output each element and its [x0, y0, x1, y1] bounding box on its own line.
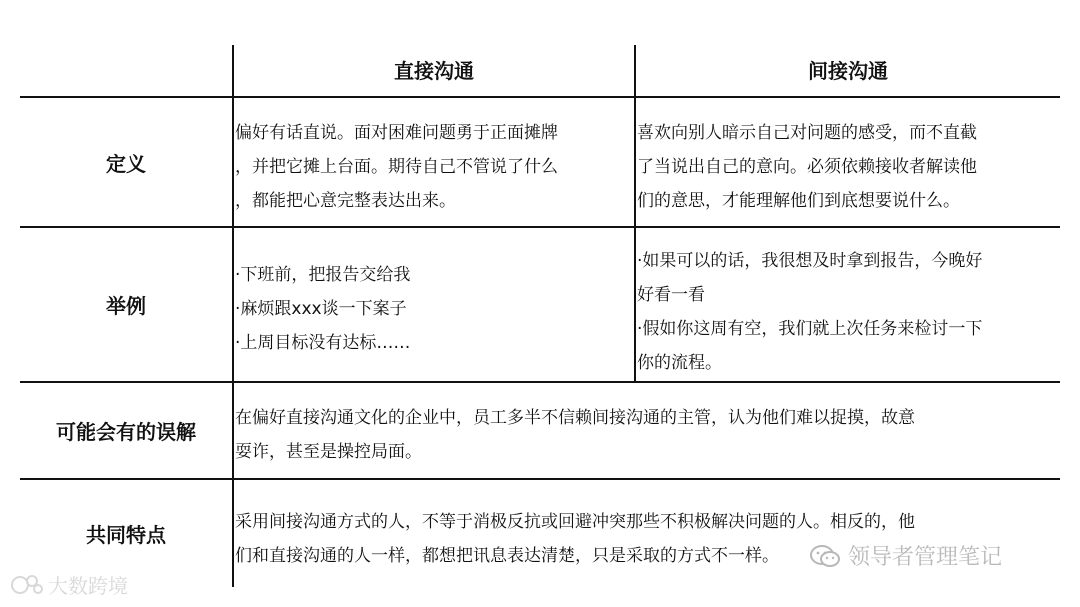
cell-line: 了当说出自己的意向。必须依赖接收者解读他 — [637, 157, 977, 177]
cell-example-indirect — [637, 244, 1057, 380]
row-label-definition: 定义 — [106, 151, 146, 176]
cell-example-direct — [235, 258, 633, 360]
cell-definition-indirect — [637, 116, 1057, 218]
watermark-left-text: 大数跨境 — [48, 574, 128, 598]
cell-line: 好看一看 — [637, 285, 705, 305]
cell-line: ·下班前，把报告交给我 — [235, 265, 411, 285]
cell-line: ，并把它摊上台面。期待自己不管说了什么 — [235, 157, 558, 177]
cell-line: 喜欢向别人暗示自己对问题的感受，而不直截 — [637, 123, 977, 143]
cell-line: ·如果可以的话，我很想及时拿到报告，今晚好 — [637, 251, 983, 271]
wechat-icon — [808, 542, 842, 570]
table-line-label-divider — [232, 45, 234, 587]
cell-line: 耍诈，甚至是操控局面。 — [235, 442, 422, 462]
cell-misunderstanding — [235, 401, 1057, 469]
row-label-example: 举例 — [106, 294, 146, 318]
header-direct-communication: 直接沟通 — [394, 59, 474, 83]
cell-line: 们和直接沟通的人一样，都想把讯息表达清楚，只是采取的方式不一样。 — [235, 546, 779, 566]
cell-line: ·上周目标没有达标…… — [235, 333, 411, 353]
brand-logo-icon — [10, 571, 44, 599]
cell-line: 在偏好直接沟通文化的企业中，员工多半不信赖间接沟通的主管，认为他们难以捉摸，故意 — [235, 408, 915, 428]
cell-line: 采用间接沟通方式的人，不等于消极反抗或回避冲突那些不积极解决问题的人。相反的，他 — [235, 512, 915, 532]
header-indirect-communication: 间接沟通 — [808, 59, 888, 83]
row-label-common-traits: 共同特点 — [86, 523, 166, 547]
watermark-right-text: 领导者管理笔记 — [848, 545, 1003, 570]
watermark-left — [10, 570, 128, 599]
cell-line: 偏好有话直说。面对困难问题勇于正面摊牌 — [235, 123, 558, 143]
cell-line: 你的流程。 — [637, 353, 722, 373]
cell-line: 们的意思，才能理解他们到底想要说什么。 — [637, 191, 960, 211]
cell-line: ·麻烦跟xxx谈一下案子 — [235, 299, 407, 319]
cell-line: ，都能把心意完整表达出来。 — [235, 191, 456, 211]
row-label-misunderstanding: 可能会有的误解 — [56, 420, 196, 444]
cell-definition-direct — [235, 116, 633, 218]
table-line-column-divider — [634, 45, 636, 381]
cell-line: ·假如你这周有空，我们就上次任务来检讨一下 — [637, 319, 983, 339]
watermark-right — [808, 540, 1002, 571]
